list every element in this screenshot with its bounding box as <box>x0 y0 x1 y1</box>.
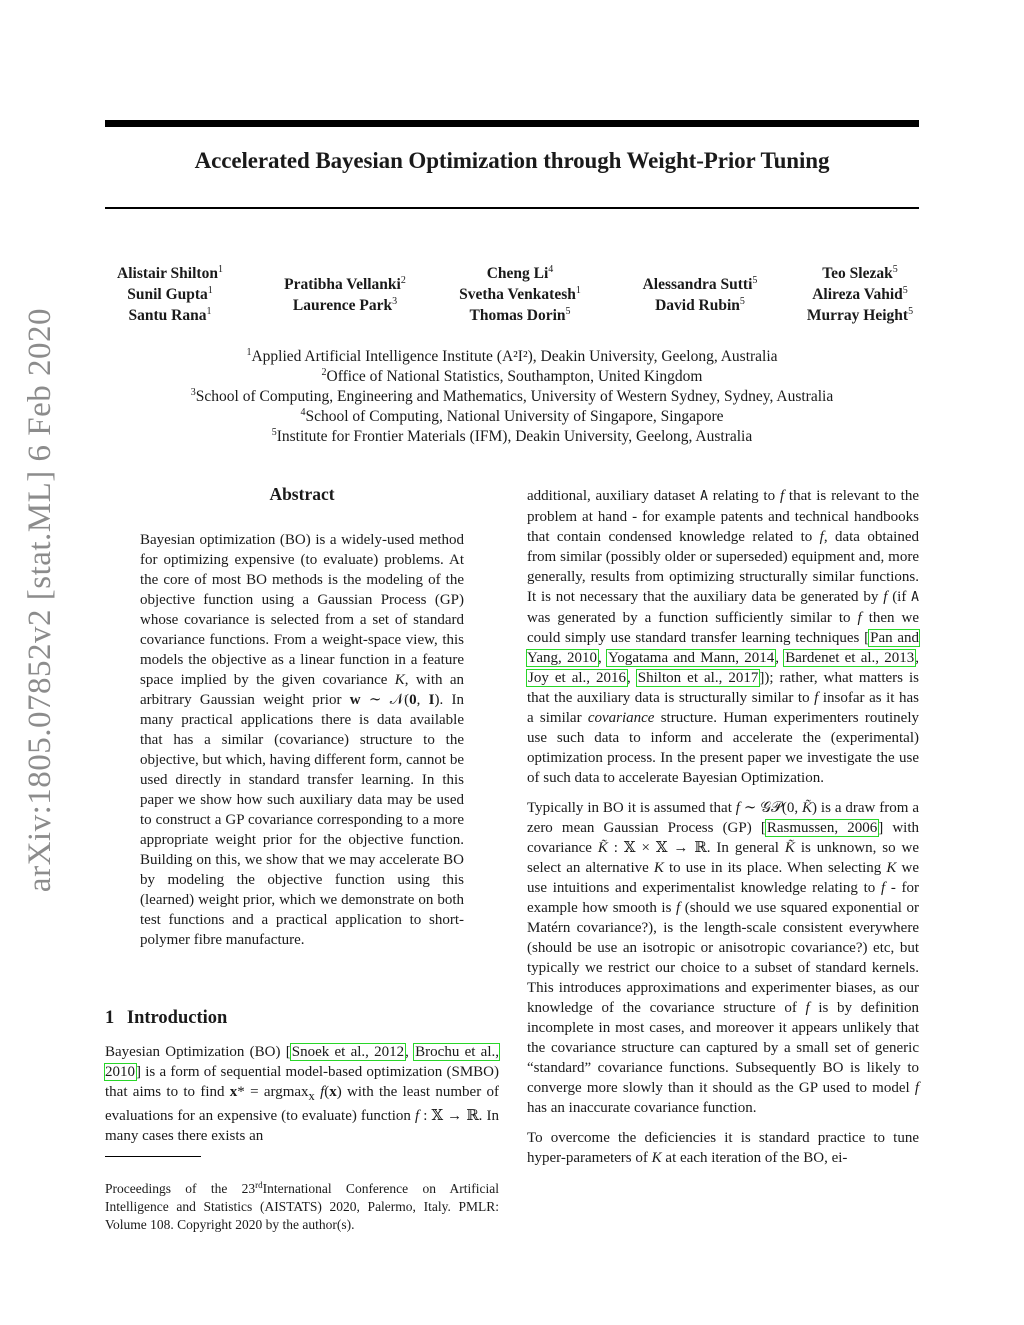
author: Teo Slezak$^5$ <box>822 264 898 282</box>
author-column-5 <box>795 263 925 326</box>
affiliations <box>105 347 919 447</box>
arxiv-watermark: arXiv:1805.07852v2 [stat.ML] 6 Feb 2020 <box>22 307 58 893</box>
author-column-2 <box>270 274 420 316</box>
author: Laurence Park$^3$ <box>292 296 398 314</box>
author-column-1 <box>105 263 235 326</box>
title-bottom-rule <box>105 207 919 209</box>
author: David Rubin$^5$ <box>655 296 745 314</box>
citation-link[interactable]: Snoek et al., 2012 <box>291 1044 405 1060</box>
affiliation: $^1$Applied Artificial Intelligence Institute (A²I²), Deakin University, Geelong, Australia <box>246 347 778 365</box>
author: Alistair Shilton$^1$ <box>117 264 223 282</box>
right-column <box>527 486 919 1178</box>
paragraph: To overcome the deficiencies it is standard practice to tune hyper-parameters of K at each iteration of the BO, ei- <box>527 1130 919 1166</box>
author: Murray Height$^5$ <box>806 306 914 324</box>
intro-paragraph: Bayesian Optimization (BO) [Snoek et al., 2012, Brochu et al., 2010] is a form of sequential model-based optimization (SMBO) that aims to to find x* = argmax$_x$ f(x) with the least number of evaluations for an expensive (to evaluate) function f : 𝕏 → ℝ. In many cases there exists an <box>105 1044 499 1144</box>
paragraph: Typically in BO it is assumed that f ∼ 𝒢𝒫(0, K̃) is a draw from a zero mean Gaussian Process (GP) [Rasmussen, 2006] with covariance K̃ : 𝕏 × 𝕏 → ℝ. In general K̃ is unknown, so we select an alternative K to use in its place. When selecting K we use intuitions and experimentalist knowledge relating to f - for example how smooth is f (should we use squared exponential or Matérn covariance?), is the length-scale consistent everywhere (should be use an isotropic or anisotropic covariance?) etc, but typically we restrict our choice to a subset of standard kernels. This introduces approximations and experimenter biases, as our knowledge of the covariance structure of f is by definition incomplete in most cases, and moreover it appears unlikely that the covariance structure can captured by a small set of generic “standard” covariance functions. Subsequently BO is likely to converge more slowly than it should as the GP used to model f has an inaccurate covariance function. <box>527 800 920 1116</box>
author-column-3 <box>445 263 595 326</box>
author: Alessandra Sutti$^5$ <box>642 275 758 293</box>
abstract-heading: Abstract <box>269 484 335 504</box>
author: Svetha Venkatesh$^1$ <box>459 285 581 303</box>
author: Thomas Dorin$^5$ <box>469 306 571 324</box>
author: Sunil Gupta$^1$ <box>127 285 213 303</box>
paragraph: additional, auxiliary dataset A relating to f that is relevant to the problem at hand - for example patents and technical handbooks that contain condensed knowledge related to f, data obtained from similar (possibly older or superseded) equipment and, more generally, results from optimizing structurally similar functions. It is not necessary that the auxiliary data be generated by f (if A was generated by a function sufficiently similar to f then we could simply use standard transfer learning techniques [Pan and Yang, 2010, Yogatama and Mann, 2014, Bardenet et al., 2013, Joy et al., 2016, Shilton et al., 2017]); rather, what matters is that the auxiliary data is structurally similar to f insofar as it has a similar covariance structure. Human experimenters routinely use such data to inform and accelerate the (experimental) optimization process. In the present paper we investigate the use of such data to accelerate Bayesian Optimization. <box>527 488 920 786</box>
citation-link[interactable]: Shilton et al., 2017 <box>637 670 759 686</box>
title-top-rule <box>105 120 919 127</box>
affiliation: $^5$Institute for Frontier Materials (IFM), Deakin University, Geelong, Australia <box>271 427 753 445</box>
citation-link[interactable]: Brochu et al., 2010 <box>105 1044 499 1080</box>
author: Santu Rana$^1$ <box>128 306 212 324</box>
author-column-4 <box>625 274 775 316</box>
author: Pratibha Vellanki$^2$ <box>284 275 406 293</box>
citation-link[interactable]: Joy et al., 2016 <box>528 670 627 686</box>
affiliation: $^3$School of Computing, Engineering and Mathematics, University of Western Sydney, Sydney, Australia <box>190 387 834 405</box>
section-heading: 1 Introduction <box>105 1008 228 1028</box>
footnote-rule <box>105 1156 201 1157</box>
affiliation: $^4$School of Computing, National University of Singapore, Singapore <box>300 407 724 425</box>
affiliation: $^2$Office of National Statistics, Southampton, United Kingdom <box>321 367 703 385</box>
abstract-body: Bayesian optimization (BO) is a widely-used method for optimizing expensive (to evaluate) problems. At the core of most BO methods is the modeling of the objective function using a Gaussian Process (GP) whose covariance is selected from a set of standard covariance functions. From a weight-space view, this models the objective as a linear function in a feature space implied by the given covariance K, with an arbitrary Gaussian weight prior w ∼ 𝒩(0, I). In many practical applications there is data available that has a similar (covariance) structure to the objective, but which, having different form, cannot be used directly in standard transfer learning. In this paper we show how such auxiliary data may be used to construct a GP covariance corresponding to a more appropriate weight prior for the objective function. Building on this, we show that we may accelerate BO by modeling the objective function using this (learned) weight prior, which we demonstrate on both test functions and a practical application to short-polymer fibre manufacture. <box>140 532 465 948</box>
paper-title: Accelerated Bayesian Optimization through Weight-Prior Tuning <box>194 148 830 173</box>
citation-link[interactable]: Rasmussen, 2006 <box>766 820 878 836</box>
author: Alireza Vahid$^5$ <box>812 285 908 303</box>
citation-link[interactable]: Yogatama and Mann, 2014 <box>607 650 775 666</box>
citation-link[interactable]: Pan and Yang, 2010 <box>527 630 919 666</box>
footnote: Proceedings of the 23rdInternational Conference on Artificial Intelligence and Statistics (AISTATS) 2020, Palermo, Italy. PMLR: Volume 108. Copyright 2020 by the author(s). <box>105 1180 499 1232</box>
citation-link[interactable]: Bardenet et al., 2013 <box>785 650 915 666</box>
author: Cheng Li$^4$ <box>486 264 554 282</box>
